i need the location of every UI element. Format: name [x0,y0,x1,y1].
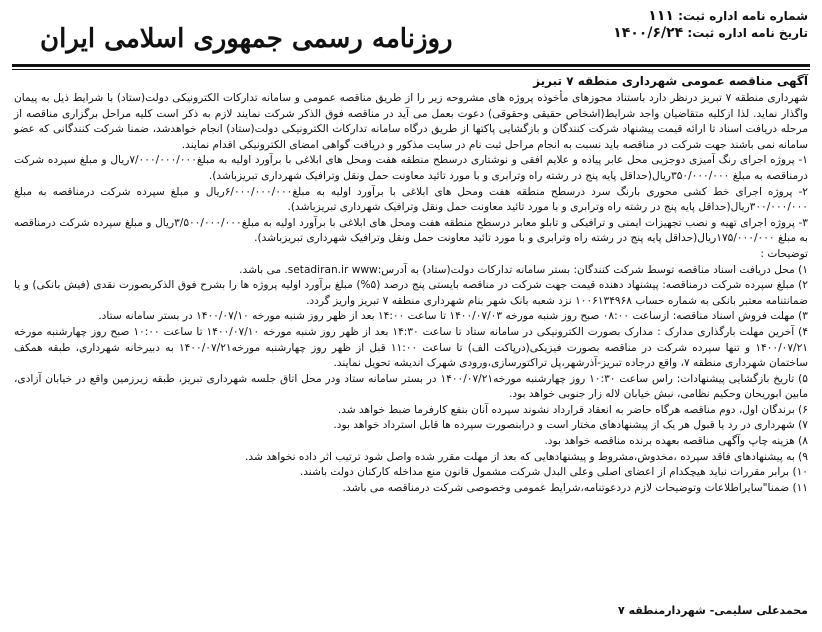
note-item: ۲) مبلغ سپرده شرکت درمناقصه: پیشنهاد دهنده قیمت جهت شرکت در مناقصه بایستی پنج درصد (۵%) مبلغ برآورد اولیه پروژه ها را بشرح فوق الذکربصورت نقدی (فیش بانکی) و یا ضمانتنامه معتبر بانکی به شماره حساب ۱۰۰۶۱۳۴۹۶۸ نزد شعبه بانک شهر بنام شهرداری منطقه ۷ تبریز واریز گردد. [14,279,808,307]
note-item: ۴) آخرین مهلت بارگذاری مدارک : مدارک بصورت الکترونیکی در سامانه ستاد تا ساعت ۱۴:۳۰ بعد از ظهر روز شنبه مورخه ۱۴۰۰/۰۷/۱۰ تا ساعت ۱۰:۰۰ صبح روز چهارشنبه مورخه ۱۴۰۰/۰۷/۲۱ و تنها سپرده شرکت در مناقصه بصورت فیزیکی(درپاکت الف) تا ساعت ۱۱:۰۰ قبل از ظهر روز چهارشنبه مورخه۱۴۰۰/۰۷/۲۱ به دبیرخانه شهرداری، طبقه همکف ساختمان شهرداری منطقه ۷، واقع درجاده تبریز-آذرشهر،پل تراکتورسازی،ورودی شهرک اندیشه تحویل نمایند. [14,325,809,370]
project-item: ۳- پروژه اجرای تهیه و نصب تجهیزات ایمنی و ترافیکی و تابلو معابر درسطح منطقه هفت ومحل های ابلاغی با برآورد اولیه به مبلغ۳/۵۰۰/۰۰۰/۰۰۰ریال و مبلغ سپرده شرکت درمناقصه به مبلغ ۱۷۵/۰۰۰/۰۰۰ریال(حداقل پایه پنج در رشته راه وترابری و با مورد تائید معاونت حمل ونقل وترافیک شهرداری تبریزباشد). [14,216,808,245]
project-item: ۲- پروژه اجرای خط کشی محوری بارنگ سرد درسطح منطقه هفت ومحل های ابلاغی با برآورد اولیه به مبلغ۶/۰۰۰/۰۰۰/۰۰۰ریال و مبلغ سپرده شرکت درمناقصه به مبلغ ۳۰۰/۰۰۰/۰۰۰ریال(حداقل پایه پنج در رشته راه وترابری و با مورد تائید معاونت حمل ونقل وترافیک شهرداری تبریزباشد). [14,185,808,214]
note-item: ۹) به پیشنهادهای فاقد سپرده ،مخدوش،مشروط و پیشنهادهایی که بعد از مهلت مقرر شده واصل شود ترتیب اثر داده نخواهد شد. [245,450,808,463]
reg-date-value: ۱۴۰۰/۶/۲۴ [613,25,684,41]
header-divider-thin [12,69,810,70]
reg-date-row [613,25,808,42]
note-item: ۶) برندگان اول، دوم مناقصه هرگاه حاضر به انعقاد قرارداد نشوند سپرده آنان بنفع کارفرما ضبط خواهد شد. [337,403,808,416]
newspaper-title: روزنامه رسمی جمهوری اسلامی ایران [40,24,453,54]
note-item: ۵) تاریخ بازگشایی پیشنهادات: راس ساعت ۱۰:۳۰ روز چهارشنبه مورخه۱۴۰۰/۰۷/۲۱ در بستر سامانه ستاد ودر محل اتاق جلسه شهرداری تبریز، طبقه زیرزمین واقع در خیابان آزادی، مابین ابوریحان وحکیم نظامی، نبش خیابان لاله زار جنوبی خواهد بود. [14,372,808,401]
ad-body [14,91,808,496]
note-item: ۱) محل دریافت اسناد مناقصه توسط شرکت کنندگان: بستر سامانه تدارکات دولت(ستاد) به آدرس:setadiran.ir www. می باشد. [239,263,808,276]
ad-title: آگهی مناقصه عمومی شهرداری منطقه ۷ تبریز [533,74,808,88]
note-item: ۷) شهرداری در رد یا قبول هر یک از پیشنهادهای مختار است و درابنصورت سپرده ها قابل استرداد خواهد بود. [333,419,808,432]
note-item: ۸) هزینه چاپ وآگهی مناقصه بعهده برنده مناقصه خواهد بود. [544,435,808,448]
reg-number-label: شماره نامه اداره ثبت: [678,9,808,23]
notes-label: توضیحات : [760,247,808,260]
reg-number-value: ۱۱۱ [648,8,674,24]
signature: محمدعلی سلیمی- شهردارمنطقه ۷ [618,604,808,617]
note-item: ۳) مهلت فروش اسناد مناقصه: ازساعت ۰۸:۰۰ صبح روز شنبه مورخه ۱۴۰۰/۰۷/۰۳ تا ساعت ۱۴:۰۰ بعد از ظهر روز شنبه مورخه ۱۴۰۰/۰۷/۱۰ در بستر سامانه ستاد. [98,310,808,323]
note-item: ۱۱) ضمنا"سایراطلاعات وتوضیحات لازم دردعوتنامه،شرایط عمومی وخصوصی شرکت درمناقصه می باشد. [342,481,808,494]
note-item: ۱۰) برابر مقررات نباید هیچکدام از اعضای اصلی وعلی البدل شرکت مشمول قانون منع مداخله کارکنان دولت باشند. [299,466,808,479]
project-item: ۱- پروژه اجرای رنگ آمیزی دوجزیی محل عابر پیاده و علایم افقی و نوشتاری درسطح منطقه هفت ومحل های ابلاغی با برآورد اولیه به مبلغ۷/۰۰۰/۰۰۰/۰۰۰ریال و مبلغ سپرده شرکت درمناقصه به مبلغ ۳۵۰/۰۰۰/۰۰۰ریال(حداقل پایه پنج در رشته راه وترابری و با مورد تائید معاونت حمل ونقل وترافیک شهرداری تبریزباشد). [14,154,808,182]
ad-intro: شهرداری منطقه ۷ تبریز درنظر دارد باستناد مجوزهای مأخوذه پروژه های مشروحه زیر را از طریق مناقصه عمومی و سامانه تدارکات الکترونیکی دولت(ستاد) با شرایط ذیل به پیمان واگذار نماید. لذا ازکلیه متقاضیان واجد شرایط(اشخاص حقیقی وحقوقی) دعوت بعمل می آید در مناقصه فوق الذکر شرکت نمایند لازم به ذکر است کلیه مراحل برگزاری مناقصه از مرحله دریافت اسناد تا ارائه قیمت پیشنهاد شرکت کنندگان و بازگشایی پاکتها از طریق درگاه سامانه تدارکات الکترونیکی دولت(ستاد) انجام خواهدشد، ضمنا شرکت کنندگانی که عضو سامانه نمی باشند جهت شرکت در مناقصه باید نسبت به انجام مراحل ثبت نام در سایت مذکور و دریافت گواهی امضای الکترونیکی اقدام نمایند. [14,92,808,151]
reg-number-row [613,8,808,25]
registration-info [613,8,808,42]
header-divider-thick [12,64,810,67]
reg-date-label: تاریخ نامه اداره ثبت: [687,26,808,40]
